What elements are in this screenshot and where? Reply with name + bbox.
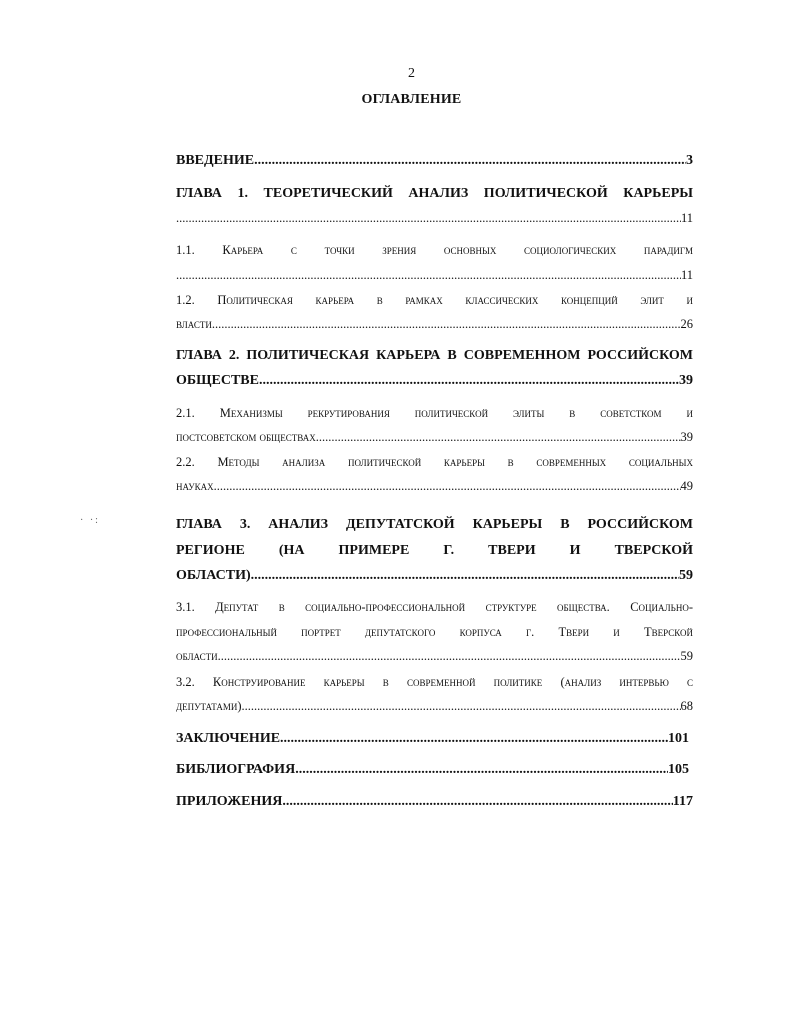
toc-entry-title: ГЛАВА 3. АНАЛИЗ ДЕПУТАТСКОЙ КАРЬЕРЫ В РОССИЙСКОМ <box>176 517 693 532</box>
toc-entry-title: 2.1. Механизмы рекрутирования политической элиты в советстком и <box>176 406 693 420</box>
page-number: 2 <box>408 66 415 81</box>
toc-entry-title: 1.2. Политическая карьера в рамках классических концепций элит и <box>176 293 693 307</box>
toc-entry-title-cont: области <box>176 649 218 663</box>
toc-page-number: 3 <box>686 153 693 168</box>
toc-page-number: 101 <box>668 731 689 746</box>
scan-speck: · ·: <box>80 515 100 526</box>
toc-page-number: 11 <box>680 211 693 225</box>
toc-page-number: 39 <box>680 430 693 444</box>
leader-dots <box>176 211 681 226</box>
toc-page-number: 105 <box>668 762 689 777</box>
toc-entry-title-cont: власти <box>176 317 212 331</box>
toc-page-number: 59 <box>680 649 693 663</box>
toc-entry-title: ГЛАВА 2. ПОЛИТИЧЕСКАЯ КАРЬЕРА В СОВРЕМЕННОМ РОССИЙСКОМ <box>176 348 693 363</box>
leader-dots <box>218 649 681 664</box>
toc-entry-title-cont: ОБЛАСТИ) <box>176 568 251 583</box>
leader-dots <box>251 568 679 584</box>
toc-entry-title-cont: ОБЩЕСТВЕ <box>176 373 259 388</box>
toc-entry-title: ЗАКЛЮЧЕНИЕ <box>176 731 281 746</box>
page-title: ОГЛАВЛЕНИЕ <box>361 92 462 107</box>
toc-page-number: 117 <box>672 794 693 809</box>
toc-entry-title-cont: депутатами) <box>176 699 242 713</box>
toc-entry-title-cont: науках <box>176 479 214 493</box>
toc-entry-title-cont: постсоветском обществах <box>176 430 316 444</box>
toc-entry-title-cont: РЕГИОНЕ (НА ПРИМЕРЕ Г. ТВЕРИ И ТВЕРСКОЙ <box>176 543 693 558</box>
leader-dots <box>176 268 681 283</box>
toc-entry-title: 3.1. Депутат в социально-профессиональной структуре общества. Социально- <box>176 600 693 614</box>
toc-entry-title: 2.2. Методы анализа политической карьеры в современных социальных <box>176 455 693 469</box>
toc-page-number: 59 <box>679 568 693 583</box>
toc-page-number: 68 <box>680 699 693 713</box>
toc-entry-title: ГЛАВА 1. ТЕОРЕТИЧЕСКИЙ АНАЛИЗ ПОЛИТИЧЕСКОЙ КАРЬЕРЫ <box>176 186 693 201</box>
leader-dots <box>214 479 681 494</box>
leader-dots <box>316 430 681 445</box>
toc-entry-title-cont: профессиональный портрет депутатского корпуса г. Твери и Тверской <box>176 625 693 639</box>
leader-dots <box>280 731 668 747</box>
toc-entry-title: 1.1. Карьера с точки зрения основных социологических парадигм <box>176 243 693 257</box>
leader-dots <box>254 153 686 169</box>
toc-entry-title: 3.2. Конструирование карьеры в современной политике (анализ интервью с <box>176 675 693 689</box>
leader-dots <box>212 317 681 332</box>
toc-page-number: 26 <box>680 317 693 331</box>
leader-dots <box>295 762 668 778</box>
leader-dots <box>241 699 680 714</box>
leader-dots <box>259 373 679 389</box>
toc-entry-title: ПРИЛОЖЕНИЯ <box>176 794 283 809</box>
toc-page-number: 39 <box>679 373 693 388</box>
toc-page-number: 49 <box>680 479 693 493</box>
leader-dots <box>282 794 672 810</box>
toc-page-number: 11 <box>680 268 693 282</box>
toc-entry-title: ВВЕДЕНИЕ <box>176 153 255 168</box>
toc-entry-title: БИБЛИОГРАФИЯ <box>176 762 296 777</box>
